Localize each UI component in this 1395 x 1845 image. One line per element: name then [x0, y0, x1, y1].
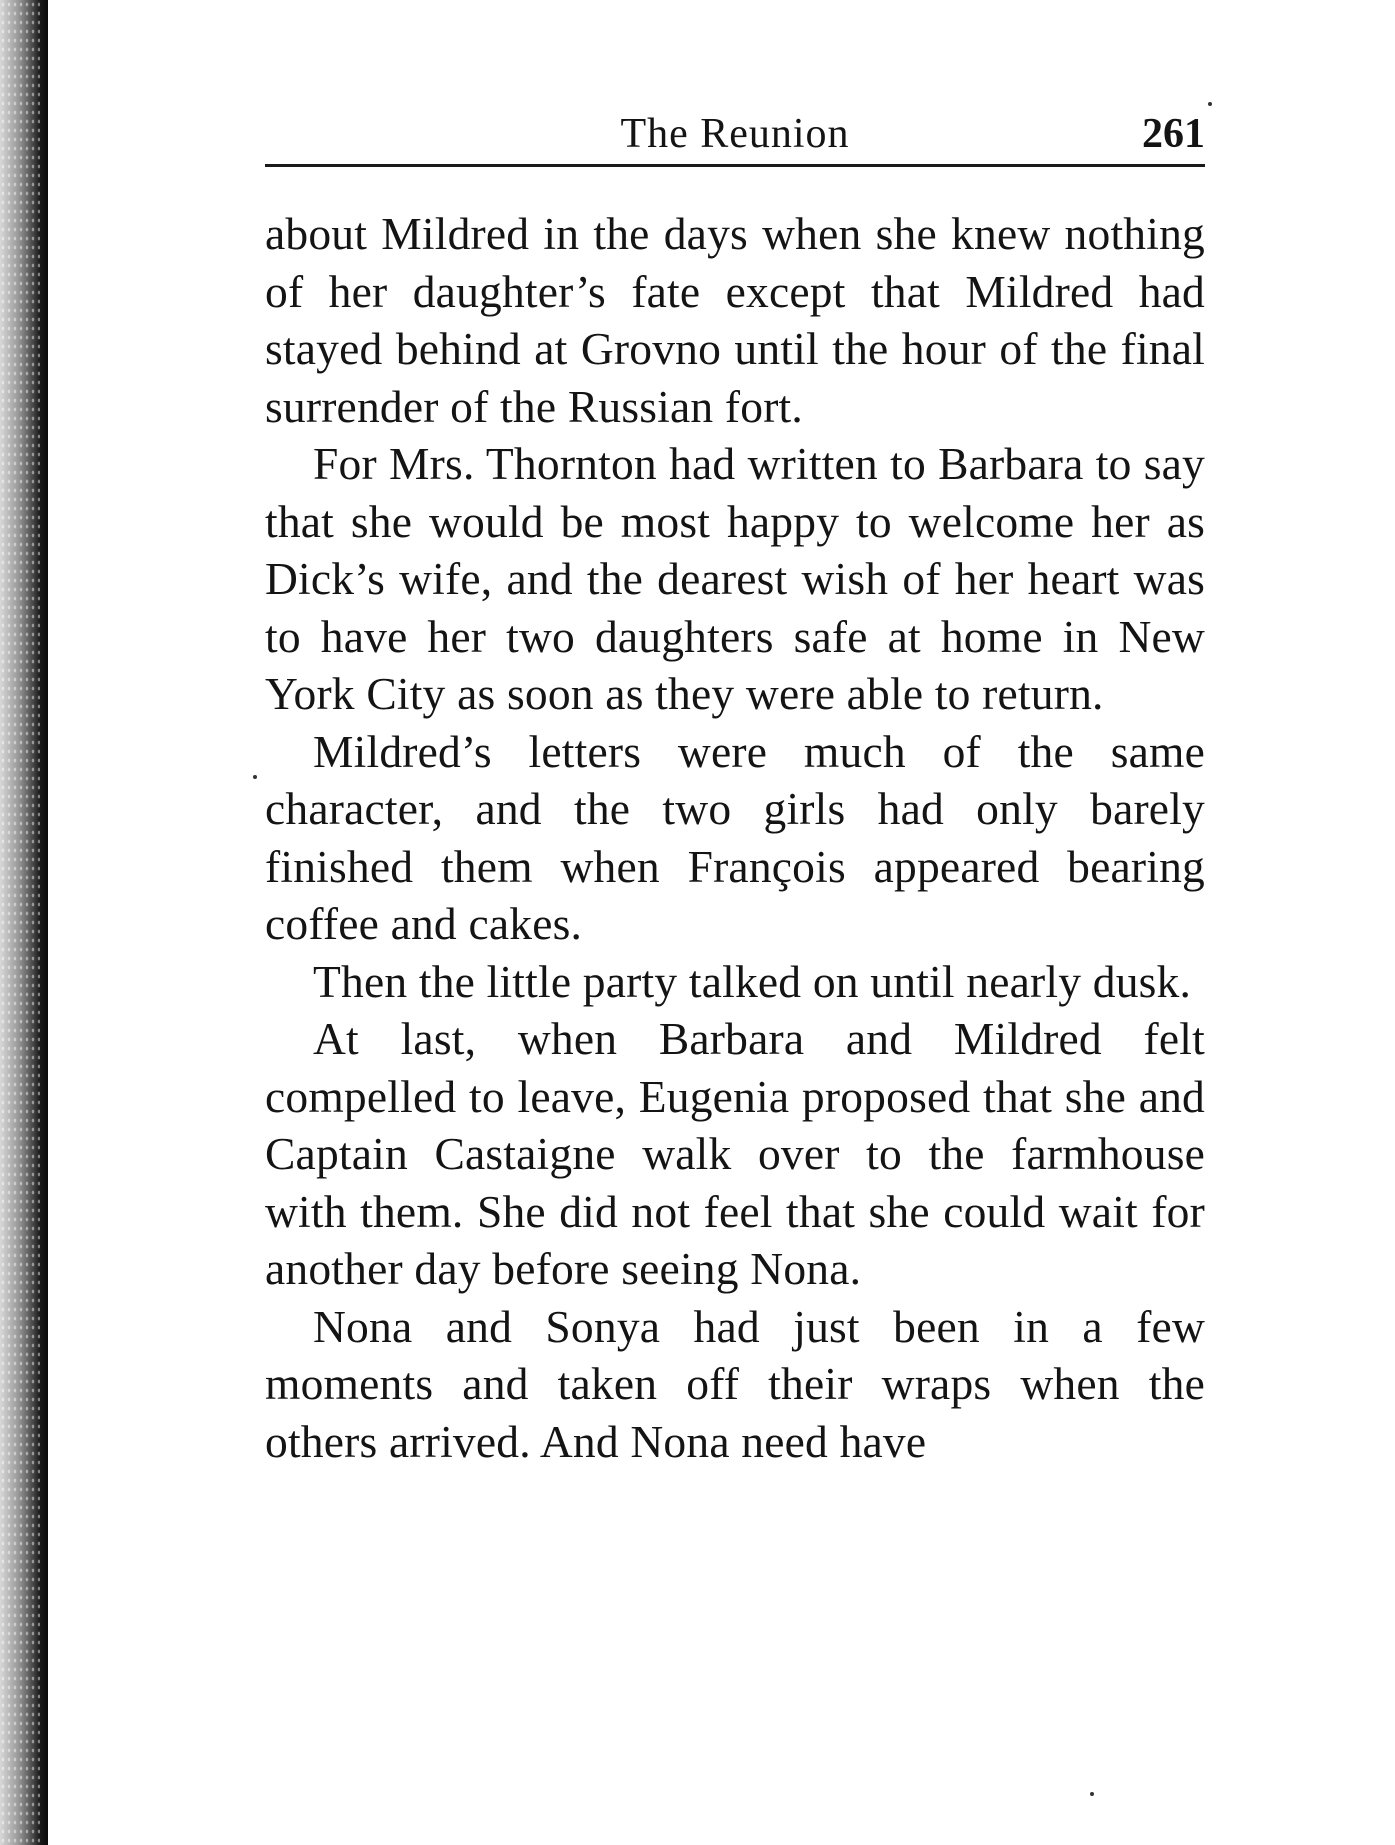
paragraph: For Mrs. Thornton had written to Barbara to say that she would be most happy to welcome her as Dick’s wife, and the dearest wish of her heart was to have her two daughters safe at home in New York City as soon as they were able to return. [265, 438, 1205, 719]
paragraph-continues: Nona and Sonya had just been in a few moments and taken off their wraps when the others arrived. And Nona need have [265, 1300, 1205, 1467]
scan-speck [1090, 1792, 1094, 1796]
scan-speck [1208, 102, 1212, 106]
running-head [265, 100, 1205, 167]
page-number: 261 [1142, 111, 1205, 157]
paragraph: Mildred’s letters were much of the same character, and the two girls had only barely finished them when François appeared bearing coffee and cakes. [265, 725, 1205, 949]
paragraph: At last, when Barbara and Mildred felt compelled to leave, Eugenia proposed that she and Captain Castaigne walk over to the farmhouse with them. She did not feel that she could wait for another day before seeing Nona. [265, 1013, 1205, 1294]
scan-speck [253, 775, 257, 779]
scan-binding-speckle [0, 0, 40, 1845]
body-text [265, 205, 1205, 1470]
running-title: The Reunion [620, 111, 850, 157]
paragraph: Then the little party talked on until nearly dusk. [313, 955, 1192, 1007]
book-page [265, 100, 1205, 1470]
paragraph-continued: about Mildred in the days when she knew nothing of her daughter’s fate except that Mildred had stayed behind at Grovno until the hour of the final surrender of the Russian fort. [265, 208, 1205, 432]
